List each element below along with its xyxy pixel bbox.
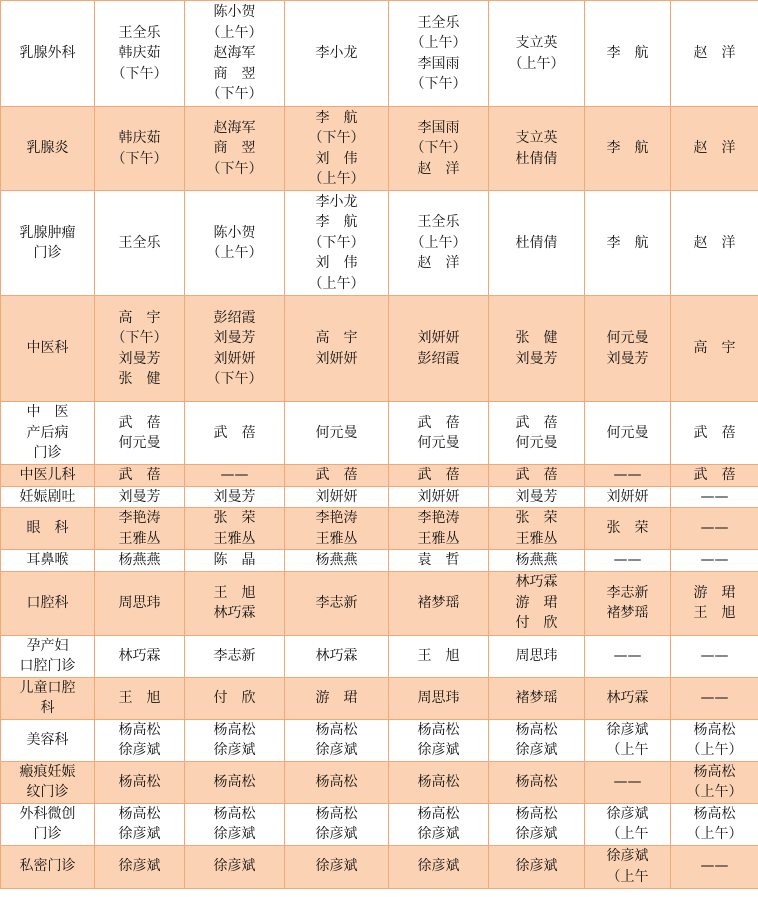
doctor-cell: 周思玮 (95, 571, 185, 635)
doctor-cell: 李小龙 李 航 （下午） 刘 伟 （上午） (285, 191, 389, 296)
doctor-cell: 徐彦斌 (389, 845, 489, 888)
department-cell: 瘢痕妊娠 纹门诊 (1, 761, 95, 803)
doctor-cell: 杨燕燕 (285, 550, 389, 572)
doctor-cell: 林巧霖 游 珺 付 欣 (489, 571, 585, 635)
doctor-cell: —— (671, 508, 758, 550)
doctor-cell: 周思玮 (389, 677, 489, 719)
department-cell: 中医科 (1, 296, 95, 402)
doctor-cell: 杨高松 徐彦斌 (285, 803, 389, 845)
doctor-cell: 刘曼芳 (185, 486, 285, 508)
doctor-cell: 褚梦瑶 (489, 677, 585, 719)
doctor-cell: 徐彦斌 (95, 845, 185, 888)
doctor-cell: 林巧霖 (285, 635, 389, 677)
table-row (1, 635, 758, 677)
doctor-cell: 杨高松 徐彦斌 (285, 719, 389, 761)
table-row (1, 571, 758, 635)
department-cell: 中医儿科 (1, 465, 95, 487)
doctor-cell: 李艳涛 王雅丛 (389, 508, 489, 550)
doctor-cell: 徐彦斌 (185, 845, 285, 888)
doctor-cell: 武 蓓 (671, 402, 758, 465)
doctor-cell: 杨高松 （上午） (671, 719, 758, 761)
doctor-cell: 杜倩倩 (489, 191, 585, 296)
table-row (1, 465, 758, 487)
doctor-cell: 李志新 (285, 571, 389, 635)
doctor-cell: 杨高松 (285, 761, 389, 803)
doctor-cell: 赵 洋 (671, 191, 758, 296)
doctor-cell: 赵 洋 (671, 107, 758, 191)
department-cell: 孕产妇 口腔门诊 (1, 635, 95, 677)
table-row (1, 402, 758, 465)
doctor-cell: 刘妍妍 彭绍霞 (389, 296, 489, 402)
table-row (1, 761, 758, 803)
doctor-cell: —— (585, 465, 671, 487)
doctor-cell: 武 蓓 何元曼 (95, 402, 185, 465)
doctor-cell: 武 蓓 (671, 465, 758, 487)
table-row (1, 550, 758, 572)
doctor-cell: 武 蓓 (185, 402, 285, 465)
doctor-cell: 赵 洋 (671, 1, 758, 107)
doctor-cell: 高 宇 刘妍妍 (285, 296, 389, 402)
doctor-cell: 张 荣 (585, 508, 671, 550)
doctor-cell: —— (585, 635, 671, 677)
doctor-cell: 杨高松 徐彦斌 (389, 803, 489, 845)
doctor-cell: 杨高松 徐彦斌 (185, 719, 285, 761)
doctor-cell: 王全乐 韩庆茹 （下午） (95, 1, 185, 107)
doctor-cell: 杨高松 (489, 761, 585, 803)
doctor-cell: 王全乐 (95, 191, 185, 296)
doctor-cell: 武 蓓 (389, 465, 489, 487)
doctor-cell: 游 珺 (285, 677, 389, 719)
doctor-cell: 韩庆茹 （下午） (95, 107, 185, 191)
schedule-body (1, 1, 758, 889)
doctor-cell: 王 旭 (95, 677, 185, 719)
doctor-cell: 袁 哲 (389, 550, 489, 572)
doctor-cell: 何元曼 (285, 402, 389, 465)
doctor-cell: 刘曼芳 (489, 486, 585, 508)
doctor-cell: —— (585, 761, 671, 803)
doctor-cell: 王 旭 林巧霖 (185, 571, 285, 635)
doctor-cell: —— (671, 845, 758, 888)
doctor-cell: 支立英 （上午） (489, 1, 585, 107)
doctor-cell: 赵海军 商 翌 （下午） (185, 107, 285, 191)
doctor-cell: 武 蓓 何元曼 (489, 402, 585, 465)
doctor-cell: 高 宇 (671, 296, 758, 402)
doctor-cell: 高 宇 （下午） 刘曼芳 张 健 (95, 296, 185, 402)
doctor-cell: —— (671, 550, 758, 572)
doctor-cell: 杨高松 徐彦斌 (95, 719, 185, 761)
department-cell: 中 医 产后病 门诊 (1, 402, 95, 465)
doctor-cell: 李艳涛 王雅丛 (285, 508, 389, 550)
department-cell: 眼 科 (1, 508, 95, 550)
doctor-cell: 张 荣 王雅丛 (489, 508, 585, 550)
department-cell: 妊娠剧吐 (1, 486, 95, 508)
doctor-cell: 李志新 褚梦瑶 (585, 571, 671, 635)
table-row (1, 191, 758, 296)
doctor-cell: 刘妍妍 (285, 486, 389, 508)
table-row (1, 803, 758, 845)
doctor-cell: 李小龙 (285, 1, 389, 107)
doctor-cell: 李 航 (585, 191, 671, 296)
doctor-cell: 杨燕燕 (95, 550, 185, 572)
table-row (1, 296, 758, 402)
doctor-cell: 徐彦斌 （上午 (585, 845, 671, 888)
table-row (1, 1, 758, 107)
doctor-cell: 徐彦斌 （上午 (585, 719, 671, 761)
doctor-cell: 何元曼 (585, 402, 671, 465)
doctor-cell: 彭绍霞 刘曼芳 刘妍妍 （下午） (185, 296, 285, 402)
doctor-cell: 刘妍妍 (585, 486, 671, 508)
doctor-cell: 杨高松 徐彦斌 (389, 719, 489, 761)
table-row (1, 845, 758, 888)
doctor-cell: 林巧霖 (95, 635, 185, 677)
doctor-cell: 何元曼 刘曼芳 (585, 296, 671, 402)
doctor-cell: 李艳涛 王雅丛 (95, 508, 185, 550)
department-cell: 外科微创 门诊 (1, 803, 95, 845)
department-cell: 私密门诊 (1, 845, 95, 888)
table-row (1, 719, 758, 761)
doctor-cell: 武 蓓 (285, 465, 389, 487)
department-cell: 乳腺肿瘤 门诊 (1, 191, 95, 296)
doctor-cell: 徐彦斌 (489, 845, 585, 888)
doctor-cell: 杨高松 徐彦斌 (489, 719, 585, 761)
department-cell: 乳腺外科 (1, 1, 95, 107)
doctor-cell: 杨高松 徐彦斌 (489, 803, 585, 845)
department-cell: 口腔科 (1, 571, 95, 635)
table-row (1, 677, 758, 719)
doctor-cell: —— (671, 635, 758, 677)
doctor-cell: 杨高松 徐彦斌 (95, 803, 185, 845)
doctor-cell: 陈小贺 （上午） (185, 191, 285, 296)
doctor-cell: 王 旭 (389, 635, 489, 677)
doctor-cell: 李 航 (585, 107, 671, 191)
doctor-cell: 徐彦斌 （上午 (585, 803, 671, 845)
doctor-cell: 杨高松 (95, 761, 185, 803)
doctor-cell: 张 健 刘曼芳 (489, 296, 585, 402)
doctor-cell: 杨高松 (185, 761, 285, 803)
doctor-cell: 杨高松 （上午） (671, 803, 758, 845)
doctor-cell: 付 欣 (185, 677, 285, 719)
doctor-cell: 武 蓓 (489, 465, 585, 487)
doctor-cell: 褚梦瑶 (389, 571, 489, 635)
doctor-cell: 武 蓓 (95, 465, 185, 487)
doctor-cell: 陈小贺 （上午） 赵海军 商 翌 （下午） (185, 1, 285, 107)
doctor-cell: 杨高松 徐彦斌 (185, 803, 285, 845)
doctor-cell: 杨高松 （上午） (671, 761, 758, 803)
doctor-cell: 王全乐 （上午） 赵 洋 (389, 191, 489, 296)
doctor-cell: 李国雨 （下午） 赵 洋 (389, 107, 489, 191)
doctor-cell: 林巧霖 (585, 677, 671, 719)
department-cell: 美容科 (1, 719, 95, 761)
table-row (1, 486, 758, 508)
doctor-cell: —— (671, 486, 758, 508)
doctor-cell: 陈 晶 (185, 550, 285, 572)
doctor-cell: 武 蓓 何元曼 (389, 402, 489, 465)
table-row (1, 508, 758, 550)
doctor-cell: 张 荣 王雅丛 (185, 508, 285, 550)
doctor-cell: —— (671, 677, 758, 719)
doctor-cell: 杨高松 (389, 761, 489, 803)
doctor-cell: 刘曼芳 (95, 486, 185, 508)
doctor-cell: 王全乐 （上午） 李国雨 （下午） (389, 1, 489, 107)
department-cell: 儿童口腔 科 (1, 677, 95, 719)
doctor-cell: 杨燕燕 (489, 550, 585, 572)
doctor-cell: 李 航 （下午） 刘 伟 （上午） (285, 107, 389, 191)
doctor-cell: 徐彦斌 (285, 845, 389, 888)
table-row (1, 107, 758, 191)
doctor-cell: 李志新 (185, 635, 285, 677)
doctor-cell: 游 珺 王 旭 (671, 571, 758, 635)
doctor-cell: 支立英 杜倩倩 (489, 107, 585, 191)
department-cell: 耳鼻喉 (1, 550, 95, 572)
doctor-cell: 周思玮 (489, 635, 585, 677)
doctor-cell: 刘妍妍 (389, 486, 489, 508)
department-cell: 乳腺炎 (1, 107, 95, 191)
doctor-cell: —— (185, 465, 285, 487)
doctor-cell: 李 航 (585, 1, 671, 107)
doctor-cell: —— (585, 550, 671, 572)
